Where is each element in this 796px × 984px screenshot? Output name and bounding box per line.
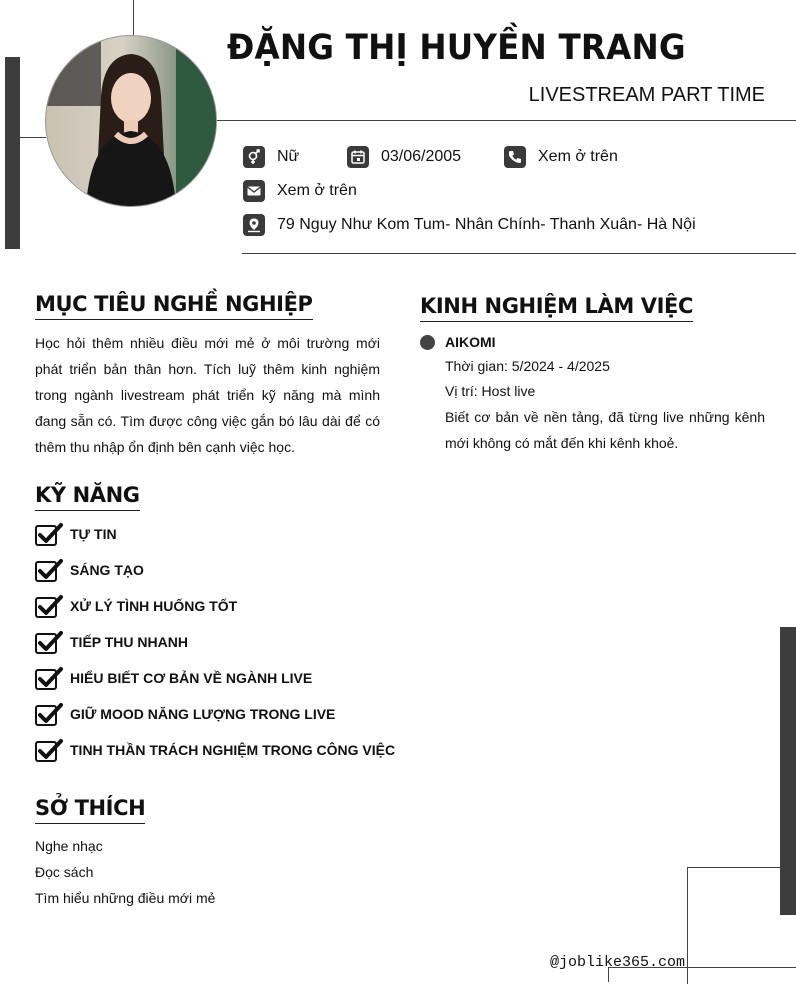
skill-label: GIỮ MOOD NĂNG LƯỢNG TRONG LIVE (70, 706, 336, 722)
checkbox-checked-icon (35, 739, 61, 761)
email-value: Xem ở trên (277, 182, 357, 199)
skill-item (35, 521, 117, 547)
info-gender (243, 146, 299, 168)
skill-label: SÁNG TẠO (70, 562, 144, 578)
address-value: 79 Nguy Như Kom Tum- Nhân Chính- Thanh Xuân- Hà Nội (277, 216, 696, 233)
experience-description: Biết cơ bản về nền tảng, đã từng live những kênh mới không có mắt đến khi kênh khoẻ. (445, 409, 765, 451)
birthday-value: 03/06/2005 (381, 148, 462, 165)
candidate-name: ĐẶNG THỊ HUYỀN TRANG (227, 28, 686, 68)
mail-icon (243, 180, 265, 202)
location-icon (243, 214, 265, 236)
left-horizontal-line (20, 137, 46, 138)
info-address (243, 214, 696, 236)
experience-time: Thời gian: 5/2024 - 4/2025 (445, 358, 610, 374)
phone-icon (504, 146, 526, 168)
skill-item (35, 737, 395, 763)
checkbox-checked-icon (35, 703, 61, 725)
watermark: @joblike365.com (550, 954, 686, 971)
skill-item (35, 665, 312, 691)
bullet-dot-icon (420, 335, 435, 350)
skill-item (35, 701, 335, 727)
info-email (243, 180, 357, 202)
info-phone (504, 146, 618, 168)
objective-text: Học hỏi thêm nhiều điều mới mẻ ở môi trường mới phát triển bản thân hơn. Tích luỹ thêm kinh nghiệm trong ngành livestream phát triển kỹ năng mà mình đang sẵn có. Tìm được công việc gắn bó lâu dài để có thêm thu nhập ổn định bên cạnh việc học. (35, 335, 380, 455)
objective-title: MỤC TIÊU NGHỀ NGHIỆP (35, 292, 313, 320)
header-divider (214, 120, 796, 121)
top-vertical-line (133, 0, 134, 40)
avatar (45, 35, 217, 207)
job-title: LIVESTREAM PART TIME (528, 84, 765, 106)
skill-label: TINH THẦN TRÁCH NGHIỆM TRONG CÔNG VIỆC (70, 742, 396, 758)
calendar-icon (347, 146, 369, 168)
gender-value: Nữ (277, 148, 300, 165)
checkbox-checked-icon (35, 631, 61, 653)
experience-company: AIKOMI (445, 334, 496, 350)
skills-title: KỸ NĂNG (35, 483, 140, 511)
checkbox-checked-icon (35, 523, 61, 545)
phone-value: Xem ở trên (538, 148, 618, 165)
info-divider (242, 253, 796, 254)
checkbox-checked-icon (35, 559, 61, 581)
skill-label: TỰ TIN (70, 526, 117, 542)
right-accent-bar (780, 627, 796, 915)
experience-position: Vị trí: Host live (445, 383, 536, 399)
gender-icon (243, 146, 265, 168)
experience-title: KINH NGHIỆM LÀM VIỆC (420, 294, 693, 322)
left-accent-bar (5, 57, 20, 249)
skill-item (35, 629, 188, 655)
info-birthday (347, 146, 461, 168)
skill-label: XỬ LÝ TÌNH HUỐNG TỐT (70, 598, 238, 614)
skill-label: HIỂU BIẾT CƠ BẢN VỀ NGÀNH LIVE (70, 670, 313, 686)
skill-item (35, 593, 237, 619)
checkbox-checked-icon (35, 667, 61, 689)
skill-item (35, 557, 144, 583)
checkbox-checked-icon (35, 595, 61, 617)
avatar-portrait (46, 36, 216, 206)
hobby-item: Đọc sách (35, 864, 94, 880)
hobbies-title: SỞ THÍCH (35, 796, 145, 824)
hobby-item: Tìm hiểu những điều mới mẻ (35, 890, 216, 906)
skill-label: TIẾP THU NHANH (70, 634, 188, 650)
hobby-item: Nghe nhạc (35, 838, 103, 854)
